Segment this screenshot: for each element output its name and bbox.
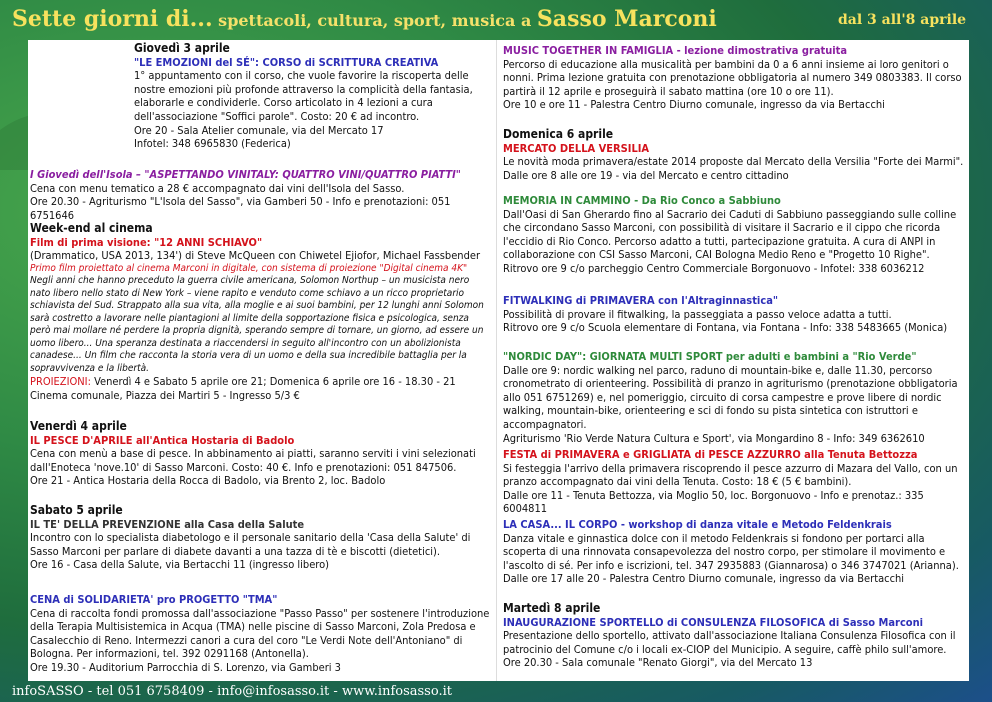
event-prevenzione xyxy=(30,504,490,572)
event-title: IL PESCE D'APRILE all'Antica Hostaria di Badolo xyxy=(30,433,295,447)
event-creative-writing xyxy=(134,42,489,151)
event-title: CENA di SOLIDARIETA' pro PROGETTO "TMA" xyxy=(30,593,278,606)
event-where: Dalle ore 11 - Tenuta Bettozza, via Moglio 50, loc. Borgonuovo - Info e prenotaz.: 335 6004811 xyxy=(503,488,924,516)
day-heading: Giovedì 3 aprile xyxy=(134,41,230,55)
footer-contacts: infoSASSO - tel 051 6758409 - info@infosasso.it - www.infosasso.it xyxy=(12,684,452,699)
event-where: Ore 19.30 - Auditorium Parrocchia di S. Lorenzo, via Gamberi 3 xyxy=(30,660,341,674)
event-nordic-day xyxy=(503,350,965,445)
event-where: Ritrovo ore 9 c/o Scuola elementare di Fontana, via Fontana - Info: 338 5483665 (Monica) xyxy=(503,321,948,335)
day-heading: Martedì 8 aprile xyxy=(503,601,601,615)
event-body: Danza vitale e ginnastica dolce con il metodo Feldenkrais si fondono per portarci alla scoperta di una rinnovata consapevolezza del nostro corpo, per stimolare il movimento e l'ascolto di sé. Per info e iscrizioni, tel. 347 2935883 (Giannarosa) o 346 3747021 (Arianna). xyxy=(503,531,959,572)
event-where: Cinema comunale, Piazza dei Martiri 5 - Ingresso 5/3 € xyxy=(30,388,300,402)
event-la-casa-il-corpo xyxy=(503,518,965,586)
film-plot: Negli anni che hanno preceduto la guerra civile americana, Solomon Northup – un musicista nero nato libero nello stato di New York – viene rapito e venduto come schiavo a un ricco proprietario schiavista del Sud. Strappato alla sua vita, alla moglie e ai suoi bambini, per 12 lunghi anni Solomon sarà costretto a lavorare nelle piantagioni al limite della sopportazione fisica e psicologica, senza però mai mollare né perdere la propria dignità, sperando sempre di tornare, un giorno, ad essere un uomo libero... Una speranza destinata a riaccendersi in seguito all'incontro con un abolizionista canadese... Un film che racconta la storia vera di un uomo e della sua incredibile battaglia per la sopravvivenza e la libertà. xyxy=(30,275,484,374)
title-place: Sasso Marconi xyxy=(536,6,717,32)
event-where: Ore 20.30 - Sala comunale "Renato Giorgi", via del Mercato 13 xyxy=(503,656,813,670)
title-sub: spettacoli, cultura, sport, musica a xyxy=(212,11,537,30)
event-where: Agriturismo 'Rio Verde Natura Cultura e Sport', via Mongardino 8 - Info: 349 6362610 xyxy=(503,431,925,445)
event-body: Incontro con lo specialista diabetologo e il personale sanitario della 'Casa della Salute' di Sasso Marconi per parlare di diabete davanti a una tazza di tè e biscotti (dietetici). xyxy=(30,531,471,558)
event-mercato-versilia xyxy=(503,128,965,182)
event-body: Presentazione dello sportello, attivato dall'associazione Italiana Consulenza Filosofica con il patrocinio del Comune c/o i locali ex-CIOP del Municipio. A seguire, caffè philo sull'amore. xyxy=(503,629,956,656)
title-main: Sette giorni di... xyxy=(12,6,213,32)
event-title: FITWALKING di PRIMAVERA con l'Altraginnastica" xyxy=(503,294,779,307)
event-where: Ore 10 e ore 11 - Palestra Centro Diurno comunale, ingresso da via Bertacchi xyxy=(503,98,885,112)
event-body: Percorso di educazione alla musicalità per bambini da 0 a 6 anni insieme ai loro genitori o nonni. Prima lezione gratuita con prenotazione obbligatoria al numero 349 0803383. Il corso partirà il 12 aprile e proseguirà il sabato mattina (ore 10 o ore 11). xyxy=(503,57,962,98)
event-consulenza-filosofica xyxy=(503,602,965,670)
event-festa-primavera xyxy=(503,448,965,516)
right-column xyxy=(496,40,969,681)
event-body: Possibilità di provare il fitwalking, la passeggiata a passo veloce adatta a tutti. xyxy=(503,307,892,321)
event-title: LA CASA... IL CORPO - workshop di danza vitale e Metodo Feldenkrais xyxy=(503,518,892,531)
event-body: Dalle ore 9: nordic walking nel parco, raduno di mountain-bike e, dalle 11.30, percorso cronometrato di orienteering. Possibilità di pranzo in agriturismo (prenotazione obbligatoria allo 051 6751269) e, nel pomeriggio, circuito di corsa campestre e prove libere di nordic walking, mountain-bike, orienteering e sci di fondo su pista sintetica con istruttori e accompagnatori. xyxy=(503,363,958,431)
event-title: MERCATO DELLA VERSILIA xyxy=(503,141,650,155)
event-body: Si festeggia l'arrivo della primavera riscoprendo il pesce azzurro di Mazara del Vallo, con un pranzo accompagnato dai vini della Tenuta. Costo: 18 € (5 € bambini). xyxy=(503,461,958,489)
event-title: "LE EMOZIONI del SÉ": CORSO di SCRITTURA CREATIVA xyxy=(134,55,439,69)
event-title: MEMORIA IN CAMMINO - Da Rio Conco a Sabbiuno xyxy=(503,194,781,207)
event-where: Dalle ore 8 alle ore 19 - via del Mercato e centro cittadino xyxy=(503,168,789,182)
event-title: Film di prima visione: "12 ANNI SCHIAVO" xyxy=(30,235,263,249)
event-body: Cena con menu tematico a 28 € accompagnato dai vini dell'Isola del Sasso. xyxy=(30,181,405,195)
event-where: Ore 20.30 - Agriturismo "L'Isola del Sasso", via Gamberi 50 - Info e prenotazioni: 051 6751646 xyxy=(30,195,451,222)
event-title: INAUGURAZIONE SPORTELLO di CONSULENZA FILOSOFICA di Sasso Marconi xyxy=(503,615,924,629)
projections: Venerdì 4 e Sabato 5 aprile ore 21; Domenica 6 aprile ore 16 - 18.30 - 21 xyxy=(90,375,456,389)
event-where: Ore 16 - Casa della Salute, via Bertacchi 11 (ingresso libero) xyxy=(30,558,330,572)
event-title: IL TE' DELLA PREVENZIONE alla Casa della Salute xyxy=(30,517,305,531)
day-heading: Sabato 5 aprile xyxy=(30,503,123,517)
event-title: "NORDIC DAY": GIORNATA MULTI SPORT per adulti e bambini a "Rio Verde" xyxy=(503,350,917,363)
projections-label: PROIEZIONI: xyxy=(30,375,91,389)
event-cinema xyxy=(30,222,490,402)
event-title: MUSIC TOGETHER IN FAMIGLIA - lezione dimostrativa gratuita xyxy=(503,44,848,57)
event-body: 1° appuntamento con il corso, che vuole favorire la riscoperta delle nostre emozioni più profonde attraverso la complicità della fantasia, elaborarle e condividerle. Corso articolato in 4 lezioni a cura dell'associazione "Soffici parole". Costo: 20 € ad incontro. xyxy=(134,69,473,123)
event-music-together xyxy=(503,44,965,112)
event-where: Dalle ore 17 alle 20 - Palestra Centro Diurno comunale, ingresso da via Bertacchi xyxy=(503,572,905,586)
event-body: Cena con menù a base di pesce. In abbinamento ai piatti, saranno serviti i vini selezionati dall'Enoteca 'nove.10' di Sasso Marconi. Costo: 40 €. Info e prenotazioni: 051 847506. xyxy=(30,447,476,474)
event-fitwalking xyxy=(503,294,965,335)
event-body: Le novità moda primavera/estate 2014 proposte dal Mercato della Versilia "Forte dei Marmi". xyxy=(503,155,964,169)
left-column xyxy=(28,40,496,681)
event-where: Ore 20 - Sala Atelier comunale, via del Mercato 17 xyxy=(134,123,384,137)
day-heading: Week-end al cinema xyxy=(30,221,153,235)
event-where: Ore 21 - Antica Hostaria della Rocca di Badolo, via Brento 2, loc. Badolo xyxy=(30,474,386,488)
event-pesce-aprile xyxy=(30,420,490,488)
day-heading: Domenica 6 aprile xyxy=(503,127,614,141)
event-info: Infotel: 348 6965830 (Federica) xyxy=(134,137,291,151)
film-credits: (Drammatico, USA 2013, 134') di Steve McQueen con Chiwetel Ejiofor, Michael Fassbender xyxy=(30,249,481,263)
day-heading: Venerdì 4 aprile xyxy=(30,419,127,433)
date-range: dal 3 all'8 aprile xyxy=(838,12,967,28)
event-memoria-cammino xyxy=(503,194,965,276)
event-body: Dall'Oasi di San Gherardo fino al Sacrario dei Caduti di Sabbiuno passeggiando sulle colline che circondano Sasso Marconi, con possibilità di visitare il Sacrario e il cippo che ricorda l'eccidio di Rio Conco. Percorso adatto a tutti, partecipazione gratuita. A cura di ANPI in collaborazione con CSI Sasso Marconi, CAI Bologna Medio Reno e "Progetto 10 Righe". Ritrovo ore 9 c/o parcheggio Centro Commerciale Borgonuovo - Infotel: 338 6036212 xyxy=(503,207,957,275)
page-title xyxy=(12,6,717,36)
event-vinitaly xyxy=(30,168,490,222)
event-cena-solidarieta xyxy=(30,593,490,675)
event-title: I Giovedì dell'Isola – "ASPETTANDO VINITALY: QUATTRO VINI/QUATTRO PIATTI" xyxy=(30,168,461,181)
film-tech: Primo film proiettato al cinema Marconi in digitale, con sistema di proiezione "Digital cinema 4K" xyxy=(30,262,468,274)
event-body: Cena di raccolta fondi promossa dall'associazione "Passo Passo" per sostenere l'introduzione della Terapia Multisistemica in Acqua (TMA) nelle piscine di Sasso Marconi, Zola Predosa e Casalecchio di Reno. Intermezzi canori a cura del coro "Le Verdi Note dell'Antoniano" di Bologna. Per informazioni, tel. 392 0291168 (Antonella). xyxy=(30,606,490,661)
event-title: FESTA di PRIMAVERA e GRIGLIATA di PESCE AZZURRO alla Tenuta Bettozza xyxy=(503,448,918,461)
